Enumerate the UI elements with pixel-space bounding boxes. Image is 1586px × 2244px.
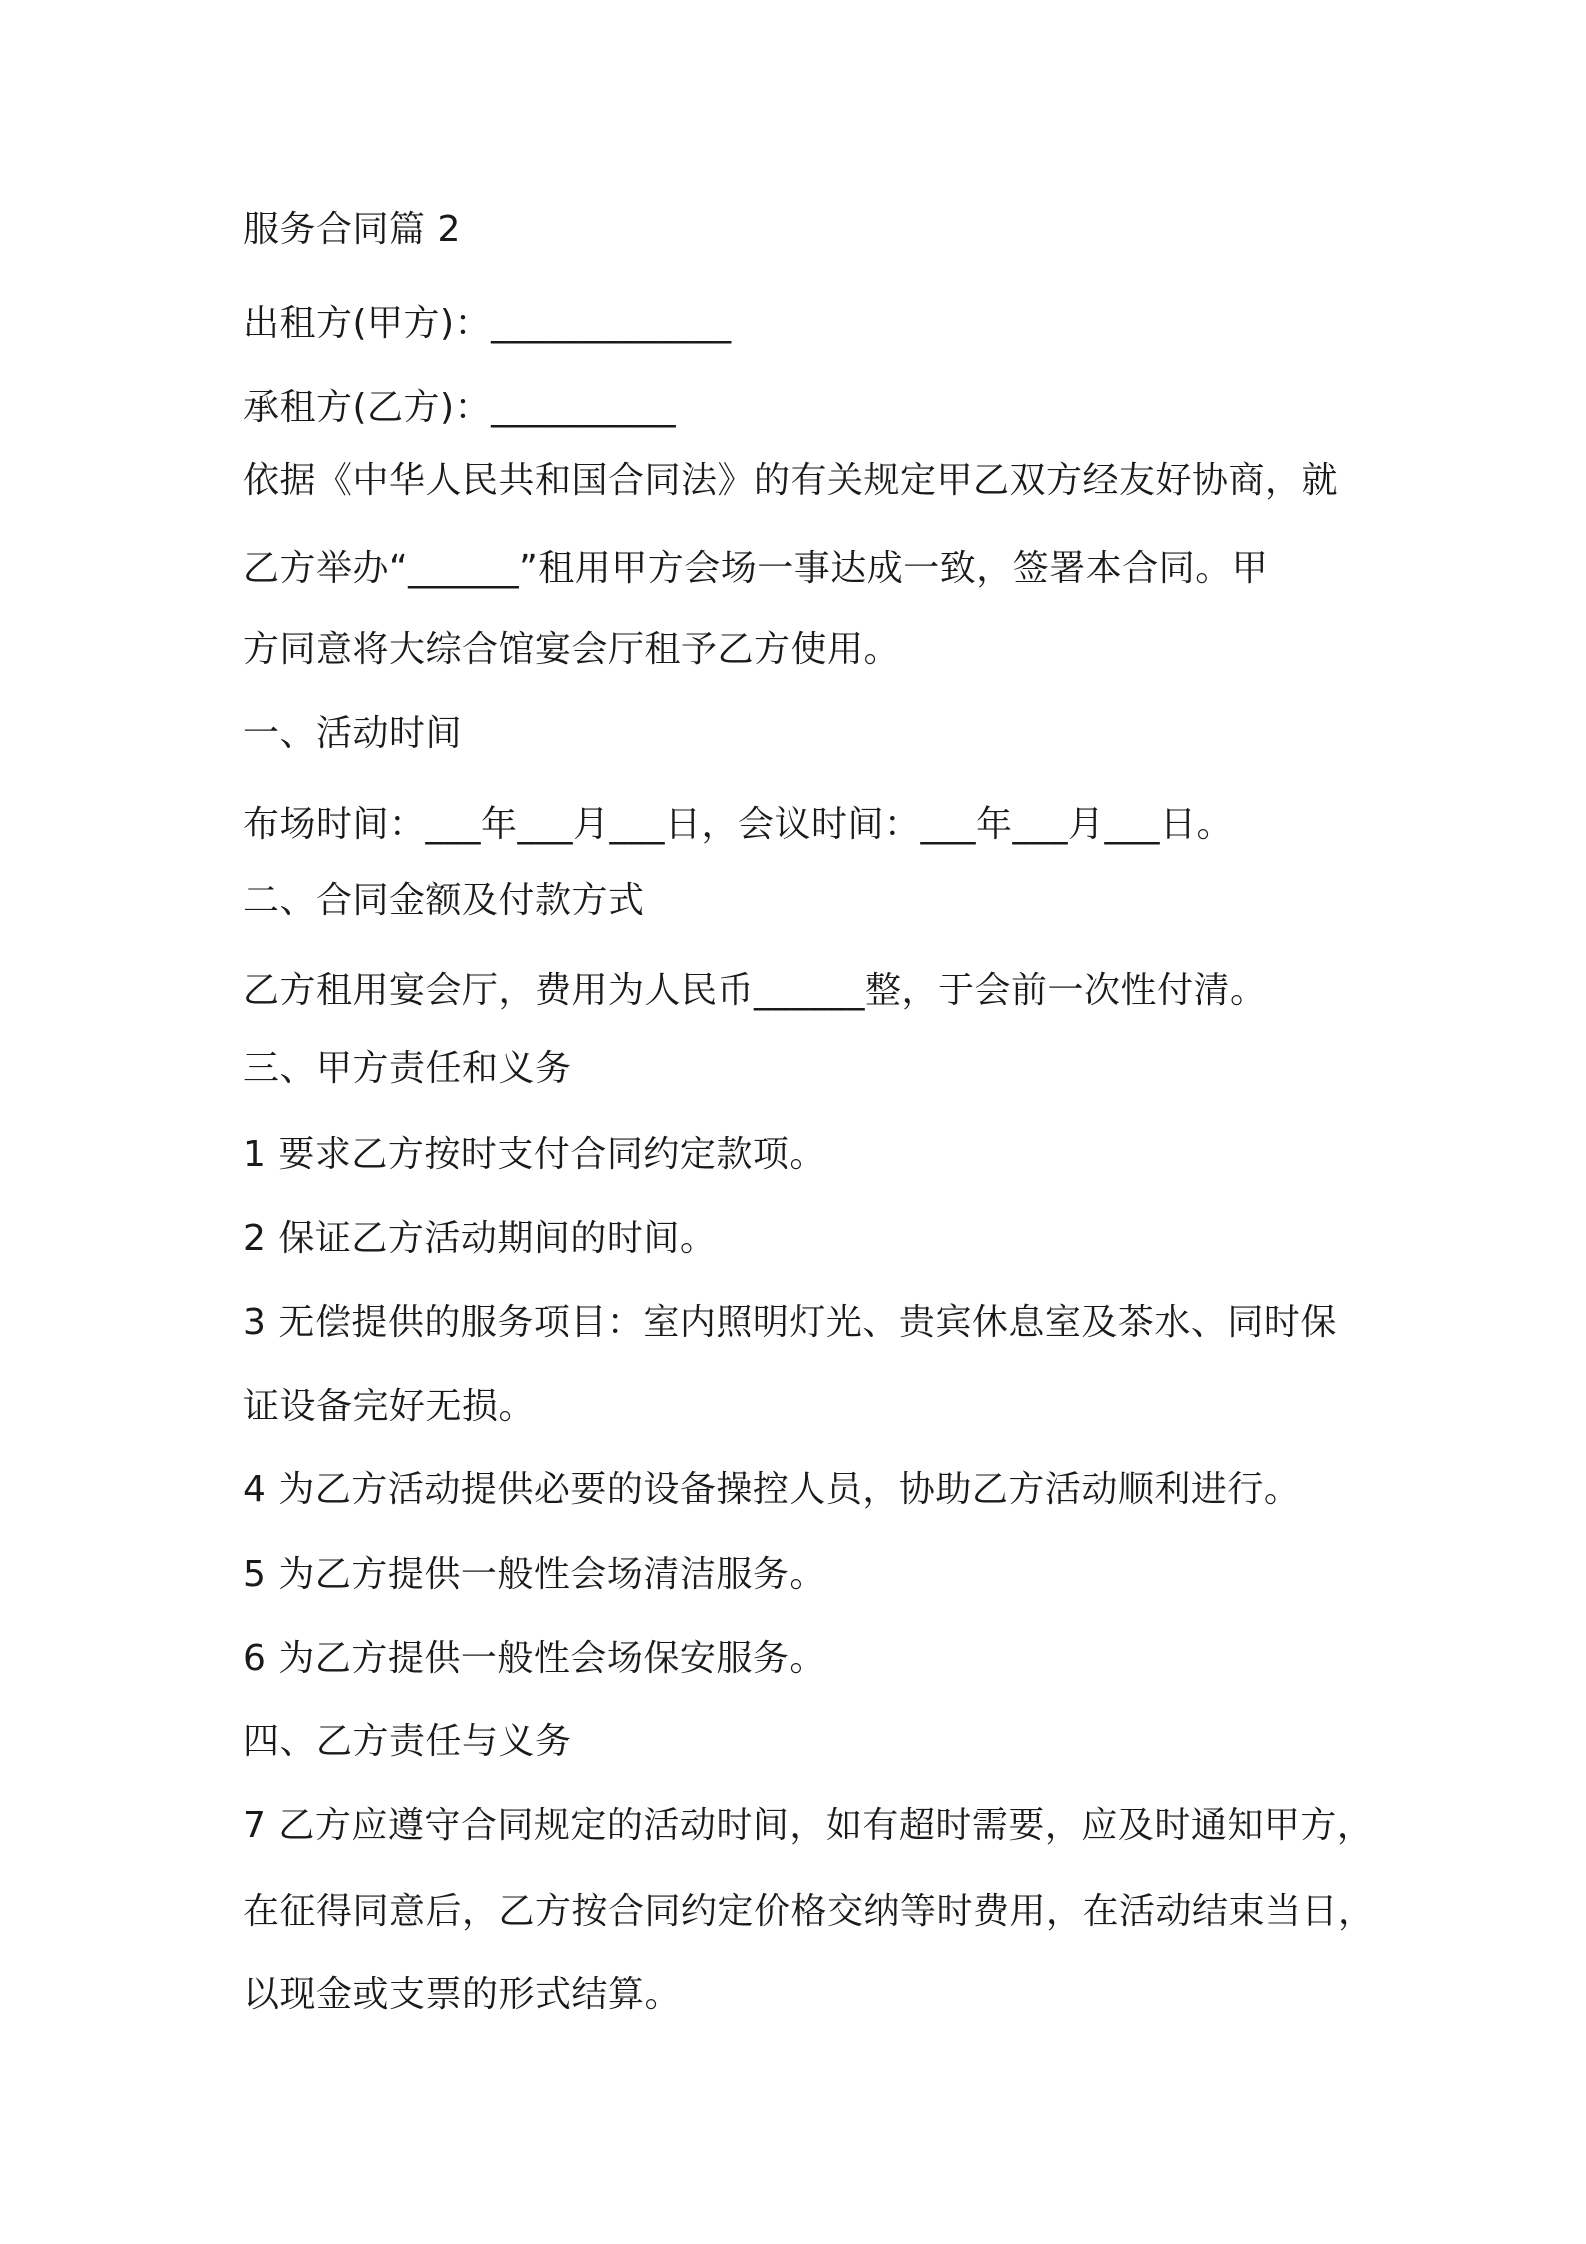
intro-line-1: 依据《中华人民共和国合同法》的有关规定甲乙双方经友好协商，就: [243, 460, 1339, 501]
section3-item-2: 2 保证乙方活动期间的时间。: [243, 1218, 717, 1259]
section2-line: 乙方租用宴会厅，费用为人民币______整，于会前一次性付清。: [243, 970, 1267, 1011]
document-title: 服务合同篇 2: [243, 209, 461, 250]
section3-item-1: 1 要求乙方按时支付合同约定款项。: [243, 1134, 826, 1175]
section1-heading: 一、活动时间: [243, 713, 463, 754]
section3-item-3: 3 无偿提供的服务项目：室内照明灯光、贵宾休息室及茶水、同时保: [243, 1302, 1337, 1343]
intro-line-3: 方同意将大综合馆宴会厅租予乙方使用。: [243, 629, 901, 670]
section3-item-4: 4 为乙方活动提供必要的设备操控人员，协助乙方活动顺利进行。: [243, 1469, 1301, 1510]
section1-line: 布场时间：___年___月___日，会议时间：___年___月___日。: [243, 804, 1234, 845]
intro-line-2: 乙方举办“______”租用甲方会场一事达成一致，签署本合同。甲: [243, 548, 1269, 589]
lessee-line: 承租方(乙方)：__________: [243, 387, 677, 428]
section4-item-7-end: 以现金或支票的形式结算。: [243, 1974, 682, 2015]
section2-heading: 二、合同金额及付款方式: [243, 880, 645, 921]
lessor-line: 出租方(甲方)：_____________: [243, 303, 732, 344]
section3-item-3-cont: 证设备完好无损。: [243, 1386, 536, 1427]
section3-item-5: 5 为乙方提供一般性会场清洁服务。: [243, 1554, 826, 1595]
section4-heading: 四、乙方责任与义务: [243, 1721, 572, 1762]
section3-item-6: 6 为乙方提供一般性会场保安服务。: [243, 1638, 826, 1679]
section3-heading: 三、甲方责任和义务: [243, 1048, 572, 1089]
section4-item-7: 7 乙方应遵守合同规定的活动时间，如有超时需要，应及时通知甲方，: [243, 1805, 1374, 1846]
section4-item-7-cont: 在征得同意后，乙方按合同约定价格交纳等时费用，在活动结束当日，: [243, 1891, 1375, 1932]
